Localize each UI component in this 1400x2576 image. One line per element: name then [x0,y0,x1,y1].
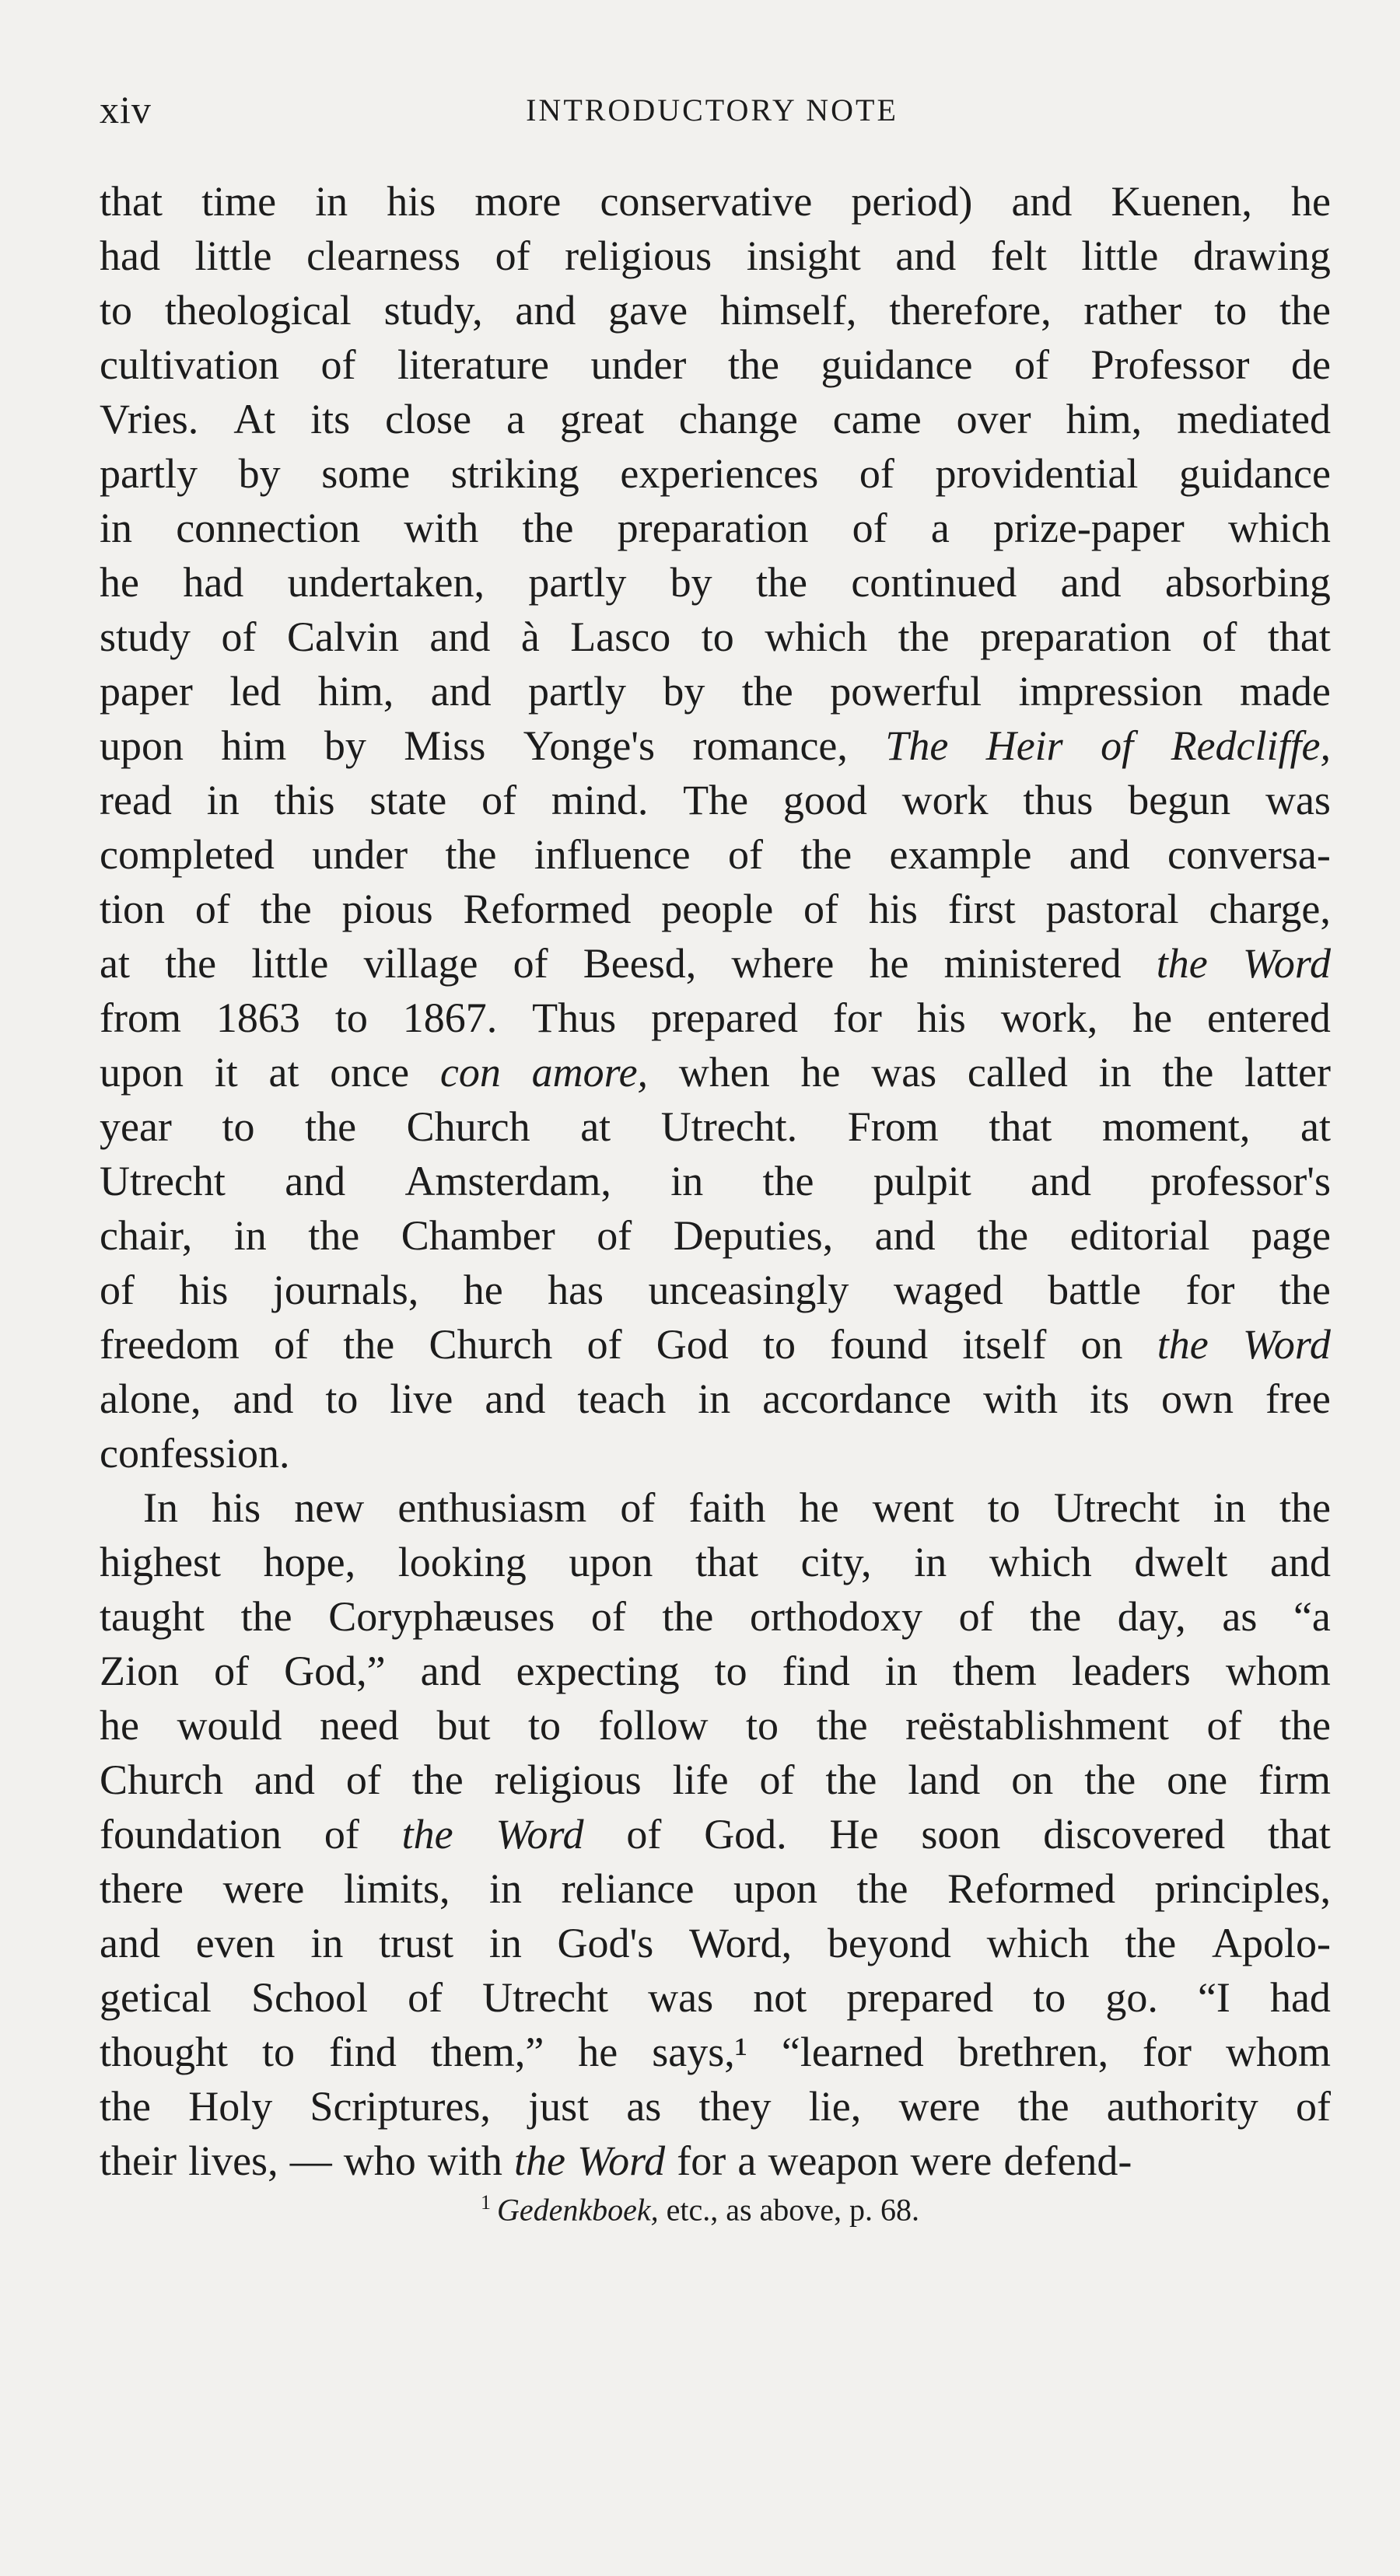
text-line: to theological study, and gave himself, therefore, rather to the [100,287,1331,334]
text-line: paper led him, and partly by the powerful impression made [100,668,1331,715]
text-line: chair, in the Chamber of Deputies, and the editorial page [100,1212,1331,1259]
text-line: had little clearness of religious insight and felt little drawing [100,232,1331,279]
text-line: getical School of Utrecht was not prepared to go. “I had [100,1974,1331,2021]
text-line: highest hope, looking upon that city, in which dwelt and [100,1539,1331,1585]
text-line: study of Calvin and à Lasco to which the preparation of that [100,613,1331,660]
text-line: in connection with the preparation of a prize-paper which [100,505,1331,551]
footnote-mark: 1 [480,2191,491,2214]
running-head: INTRODUCTORY NOTE [526,93,898,128]
text-line: of his journals, he has unceasingly waged battle for the [100,1267,1331,1313]
text-line: at the little village of Beesd, where he ministered the Word [100,940,1331,987]
text-line: the Holy Scriptures, just as they lie, were the authority of [100,2083,1331,2130]
text-line: that time in his more conservative period) and Kuenen, he [100,178,1331,225]
page-number: xiv [100,88,152,131]
text-line: upon it at once con amore, when he was called in the latter [100,1049,1331,1096]
text-line: he would need but to follow to the reëstablishment of the [100,1702,1331,1749]
text-line: he had undertaken, partly by the continued and absorbing [100,559,1331,606]
footnote-text: etc., as above, p. 68. [658,2192,920,2228]
text-line: tion of the pious Reformed people of his first pastoral charge, [100,886,1331,932]
text-line: their lives, — who with the Word for a weapon were defend- [100,2137,1132,2184]
text-line: Church and of the religious life of the land on the one firm [100,1756,1331,1803]
text-line: and even in trust in God's Word, beyond which the Apolo- [100,1920,1331,1966]
text-line: Vries. At its close a great change came over him, mediated [100,396,1331,442]
text-line: read in this state of mind. The good work thus begun was [100,777,1331,823]
text-line: year to the Church at Utrecht. From that moment, at [100,1103,1331,1150]
footnote-title: Gedenkboek, [496,2192,659,2228]
text-line: confession. [100,1430,290,1477]
text-line: alone, and to live and teach in accordance with its own free [100,1375,1331,1422]
text-line: cultivation of literature under the guidance of Professor de [100,341,1331,388]
text-line: freedom of the Church of God to found itself on the Word [100,1321,1331,1368]
text-line: foundation of the Word of God. He soon discovered that [100,1811,1331,1858]
text-line: taught the Coryphæuses of the orthodoxy of the day, as “a [100,1593,1331,1640]
footnote [0,2191,1400,2228]
text-line: In his new enthusiasm of faith he went to Utrecht in the [143,1484,1331,1531]
text-line: thought to find them,” he says,¹ “learned brethren, for whom [100,2029,1331,2075]
text-line: there were limits, in reliance upon the Reformed principles, [100,1865,1331,1912]
text-line: Utrecht and Amsterdam, in the pulpit and professor's [100,1158,1331,1204]
page-header [100,87,1325,149]
text-line: completed under the influence of the example and conversa- [100,831,1331,878]
text-line: upon him by Miss Yonge's romance, The Heir of Redcliffe, [100,722,1331,769]
body-text [100,174,1331,2188]
text-line: from 1863 to 1867. Thus prepared for his work, he entered [100,994,1331,1041]
text-line: partly by some striking experiences of providential guidance [100,450,1331,497]
text-line: Zion of God,” and expecting to find in them leaders whom [100,1648,1331,1694]
